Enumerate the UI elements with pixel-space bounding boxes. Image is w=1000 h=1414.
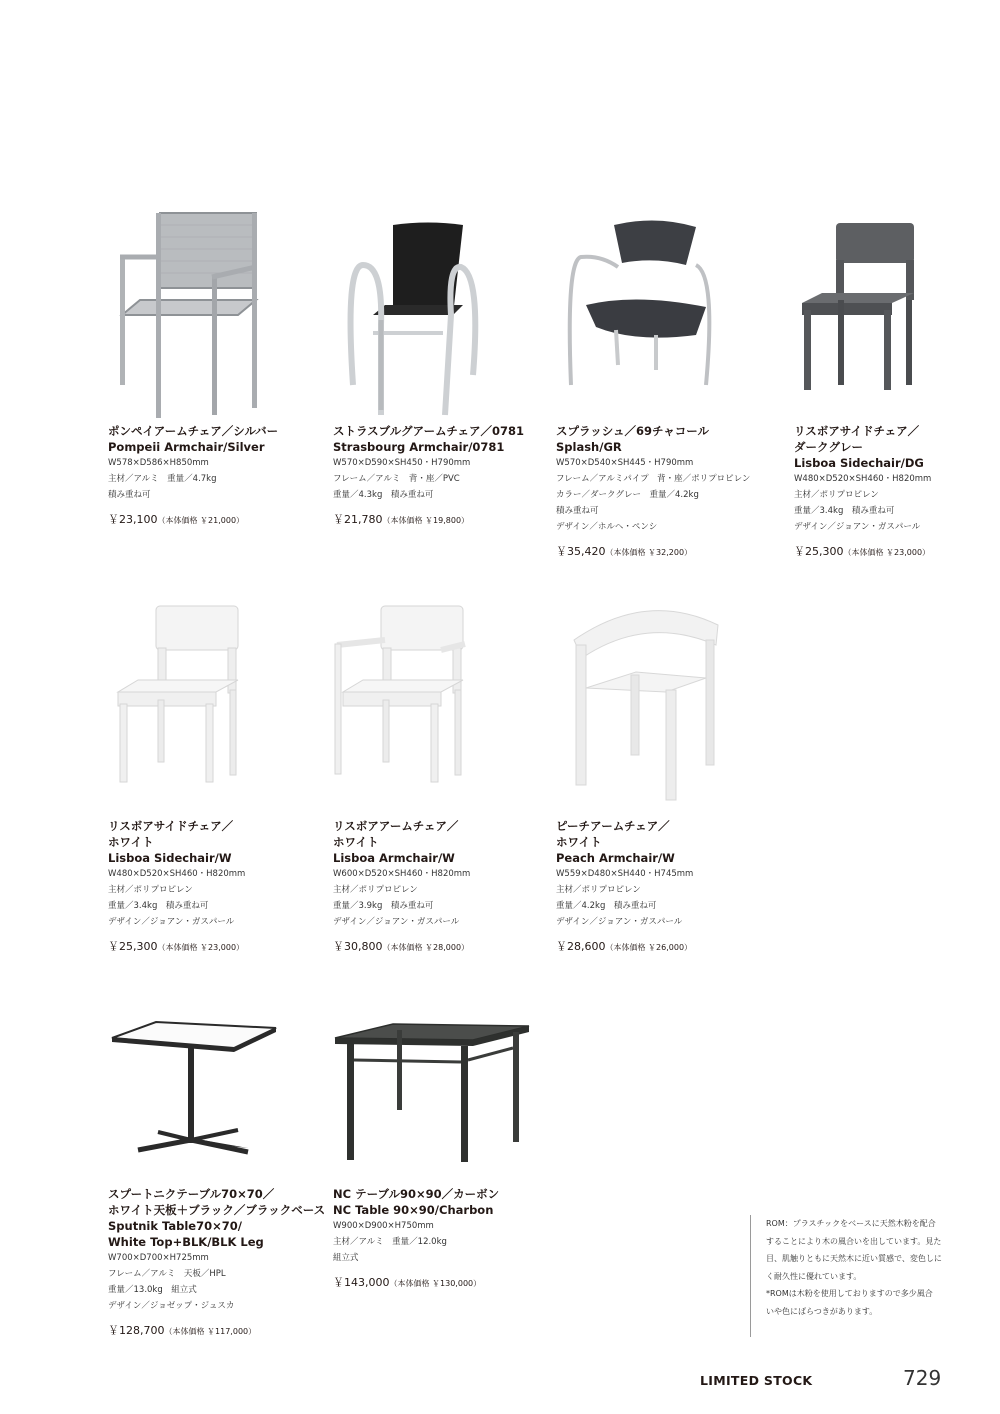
- chair-silver-mesh-image: [108, 205, 308, 415]
- product-title-line: Splash/GR: [556, 440, 622, 454]
- product-spec: フレーム／アルミ 背・座／PVC: [333, 474, 460, 484]
- product-pompeii-armchair: [108, 205, 328, 527]
- product-title-line: リスボアサイドチェア／: [108, 819, 234, 833]
- product-sputnik-table: [108, 1020, 328, 1338]
- product-price: [333, 511, 553, 527]
- product-spec: 主材／ポリプロピレン: [333, 885, 418, 895]
- product-title-line: ポンペイアームチェア／シルバー: [108, 424, 279, 438]
- price: ￥128,700: [108, 1324, 165, 1337]
- product-spec: 重量／3.4kg 積み重ね可: [108, 901, 209, 911]
- note-line: いや色にばらつきがあります。: [766, 1306, 878, 1316]
- product-spec: W559×D480×SH440・H745mm: [556, 869, 694, 879]
- price-note: （本体価格 ￥117,000）: [164, 1327, 257, 1336]
- product-title-line: ホワイト: [108, 835, 154, 849]
- product-title: [794, 423, 1000, 471]
- chair-lisboa-white-image: [108, 600, 308, 810]
- product-lisboa-sidechair-w: [108, 600, 328, 954]
- rom-note: [750, 1215, 976, 1337]
- chair-black-woven-image: [333, 205, 533, 415]
- product-title: [108, 818, 328, 866]
- product-price: [794, 543, 1000, 559]
- product-spec: デザイン／ジョゼップ・ジュスカ: [108, 1301, 235, 1311]
- product-title-line: Lisboa Sidechair/DG: [794, 456, 924, 470]
- table-nc-charbon-image: [333, 1020, 533, 1170]
- product-spec: フレーム／アルミパイプ 背・座／ポリプロピレン: [556, 474, 751, 484]
- product-price: [108, 1322, 328, 1338]
- armchair-lisboa-white-image: [333, 600, 533, 810]
- product-spec: W480×D520×SH460・H820mm: [794, 474, 932, 484]
- product-peach-armchair-w: [556, 600, 776, 954]
- product-spec: デザイン／ホルヘ・ペンシ: [556, 522, 658, 532]
- product-title: [333, 423, 553, 455]
- product-lisboa-sidechair-dg: [794, 205, 1000, 559]
- product-spec: W570×D540×SH445・H790mm: [556, 458, 694, 468]
- note-line: 目、肌触りともに天然木に近い質感で、変色しに: [766, 1254, 942, 1263]
- product-price: [108, 938, 328, 954]
- product-title-line: Strasbourg Armchair/0781: [333, 440, 505, 454]
- chair-lisboa-dg-image: [794, 205, 994, 415]
- product-title: [108, 423, 328, 455]
- product-title-line: ダークグレー: [794, 440, 863, 454]
- price-note: （本体価格 ￥32,200）: [605, 548, 693, 557]
- product-splash: [556, 205, 776, 559]
- product-spec: 主材／ポリプロピレン: [794, 490, 879, 500]
- product-title-line: Pompeii Armchair/Silver: [108, 440, 265, 454]
- product-spec: 積み重ね可: [556, 506, 599, 516]
- product-spec: 重量／3.4kg 積み重ね可: [794, 506, 895, 516]
- product-spec: W480×D520×SH460・H820mm: [108, 869, 246, 879]
- product-price: [333, 938, 553, 954]
- product-title-line: ホワイト: [333, 835, 379, 849]
- product-spec: 主材／アルミ 重量／12.0kg: [333, 1237, 447, 1247]
- product-spec: カラー／ダークグレー 重量／4.2kg: [556, 490, 699, 500]
- note-line: *ROMは木粉を使用しておりますので多少風合: [766, 1289, 933, 1298]
- price: ￥25,300: [108, 940, 158, 953]
- product-price: [108, 511, 328, 527]
- product-price: [556, 543, 776, 559]
- armchair-peach-white-image: [556, 600, 756, 810]
- product-spec: デザイン／ジョアン・ガスパール: [108, 917, 235, 927]
- product-spec: 積み重ね可: [108, 490, 151, 500]
- product-title-line: White Top+BLK/BLK Leg: [108, 1235, 264, 1249]
- price: ￥21,780: [333, 513, 383, 526]
- price-note: （本体価格 ￥26,000）: [605, 943, 693, 952]
- product-price: [333, 1274, 553, 1290]
- note-line: ROM：プラスチックをベースに天然木粉を配合: [766, 1219, 936, 1228]
- product-title-line: スプラッシュ／69チャコール: [556, 424, 709, 438]
- note-line: することにより木の風合いを出しています。見た: [766, 1236, 942, 1246]
- product-title: [108, 1186, 328, 1250]
- product-title: [556, 423, 776, 455]
- price-note: （本体価格 ￥23,000）: [843, 548, 931, 557]
- product-spec: デザイン／ジョアン・ガスパール: [794, 522, 921, 532]
- product-spec: 組立式: [333, 1253, 359, 1263]
- table-sputnik-image: [108, 1020, 308, 1170]
- product-title-line: NC テーブル90×90／カーボン: [333, 1187, 500, 1201]
- product-title: [333, 818, 553, 866]
- product-spec: W570×D590×SH450・H790mm: [333, 458, 471, 468]
- product-title: [556, 818, 776, 866]
- product-spec: 重量／4.2kg 積み重ね可: [556, 901, 657, 911]
- page-number: 729: [903, 1366, 942, 1390]
- product-spec: 重量／4.3kg 積み重ね可: [333, 490, 434, 500]
- product-title-line: Lisboa Armchair/W: [333, 851, 455, 865]
- product-strasbourg-armchair: [333, 205, 553, 527]
- product-spec: デザイン／ジョアン・ガスパール: [556, 917, 683, 927]
- price: ￥23,100: [108, 513, 158, 526]
- product-spec: 主材／ポリプロピレン: [108, 885, 193, 895]
- product-lisboa-armchair-w: [333, 600, 553, 954]
- product-spec: W600×D520×SH460・H820mm: [333, 869, 471, 879]
- product-nc-table: [333, 1020, 553, 1290]
- product-spec: 主材／アルミ 重量／4.7kg: [108, 474, 217, 484]
- product-spec: W900×D900×H750mm: [333, 1221, 434, 1231]
- limited-stock-label: LIMITED STOCK: [700, 1373, 813, 1388]
- product-title-line: ホワイト天板＋ブラック／ブラックベース: [108, 1203, 326, 1217]
- product-spec: 重量／13.0kg 組立式: [108, 1285, 197, 1295]
- product-spec: 主材／ポリプロピレン: [556, 885, 641, 895]
- product-title-line: Lisboa Sidechair/W: [108, 851, 232, 865]
- product-title: [333, 1186, 553, 1218]
- product-price: [556, 938, 776, 954]
- note-line: く耐久性に優れています。: [766, 1271, 862, 1281]
- product-title-line: リスボアサイドチェア／: [794, 424, 920, 438]
- product-title-line: Sputnik Table70×70/: [108, 1219, 242, 1233]
- price: ￥25,300: [794, 545, 844, 558]
- price-note: （本体価格 ￥21,000）: [157, 516, 245, 525]
- product-title-line: NC Table 90×90/Charbon: [333, 1203, 494, 1217]
- product-spec: W578×D586×H850mm: [108, 458, 209, 468]
- chair-splash-image: [556, 205, 756, 415]
- price: ￥30,800: [333, 940, 383, 953]
- price-note: （本体価格 ￥130,000）: [389, 1279, 482, 1288]
- product-spec: 重量／3.9kg 積み重ね可: [333, 901, 434, 911]
- price: ￥143,000: [333, 1276, 390, 1289]
- product-spec: フレーム／アルミ 天板／HPL: [108, 1269, 226, 1279]
- price-note: （本体価格 ￥19,800）: [382, 516, 470, 525]
- product-spec: W700×D700×H725mm: [108, 1253, 209, 1263]
- price-note: （本体価格 ￥23,000）: [157, 943, 245, 952]
- product-title-line: ピーチアームチェア／: [556, 819, 670, 833]
- product-title-line: ストラスブルグアームチェア／0781: [333, 424, 525, 438]
- price: ￥35,420: [556, 545, 606, 558]
- product-title-line: スプートニクテーブル70×70／: [108, 1187, 275, 1201]
- price-note: （本体価格 ￥28,000）: [382, 943, 470, 952]
- product-title-line: リスボアアームチェア／: [333, 819, 459, 833]
- price: ￥28,600: [556, 940, 606, 953]
- product-spec: デザイン／ジョアン・ガスパール: [333, 917, 460, 927]
- product-title-line: ホワイト: [556, 835, 602, 849]
- product-title-line: Peach Armchair/W: [556, 851, 675, 865]
